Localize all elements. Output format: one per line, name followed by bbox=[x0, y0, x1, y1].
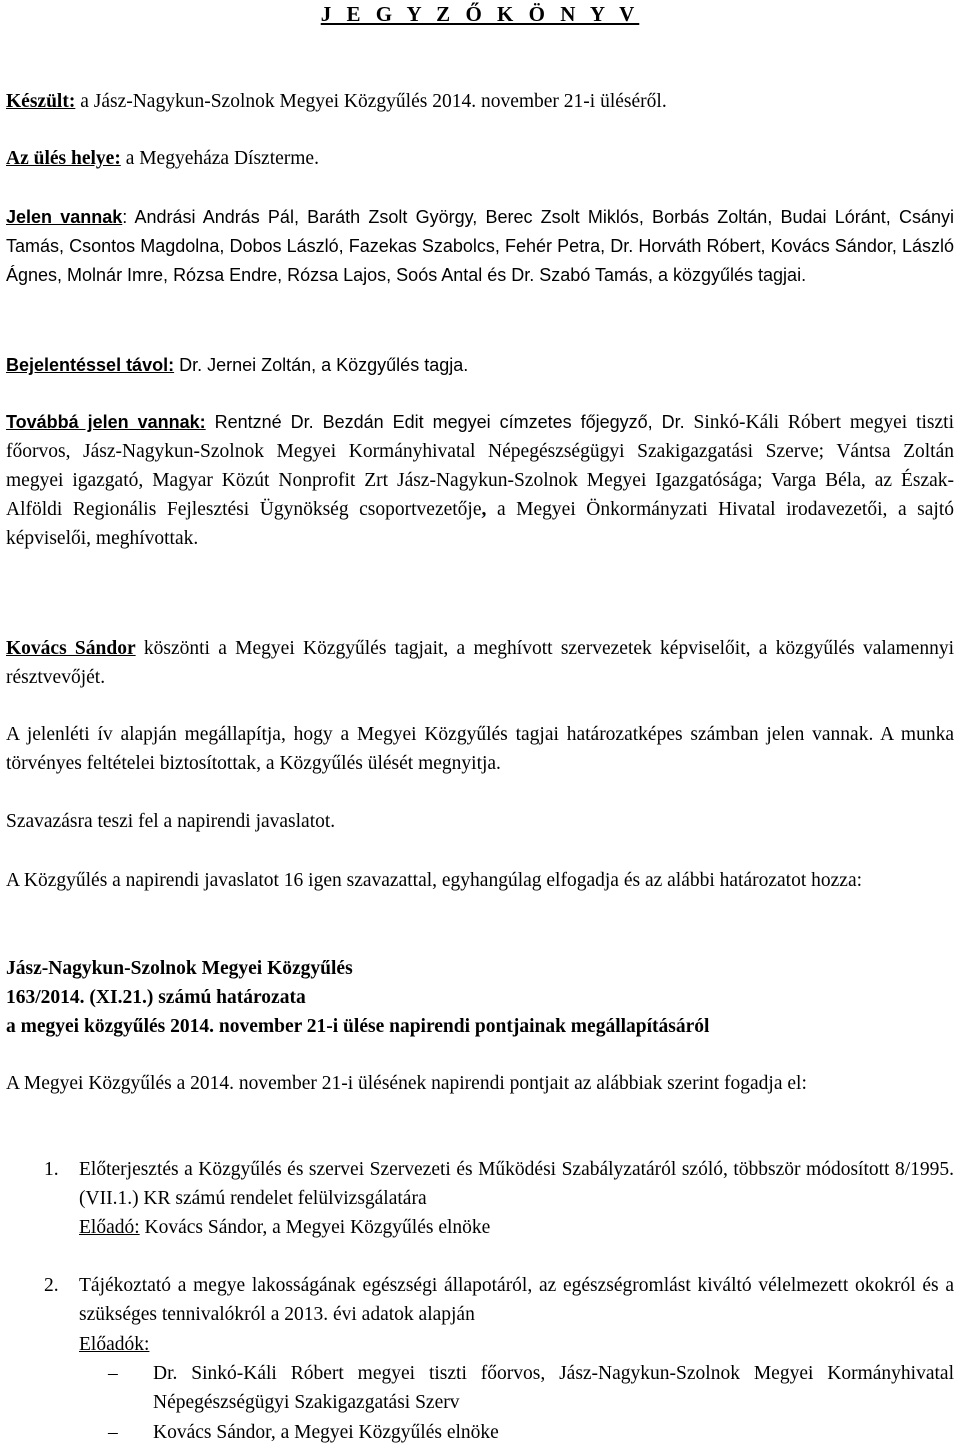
made-label: Készült: bbox=[6, 91, 76, 112]
list-dash: – bbox=[108, 1422, 118, 1443]
resolution-intro: A Megyei Közgyűlés a 2014. november 21-i ülésének napirendi pontjait az alábbiak szerint fogadja el: bbox=[6, 1073, 807, 1094]
place-text: a Megyeháza Díszterme. bbox=[120, 148, 319, 169]
list-dash: – bbox=[108, 1363, 118, 1384]
vote-result-paragraph: A Közgyűlés a napirendi javaslatot 16 igen szavazattal, egyhangúlag elfogadja és az alábbi határozatot hozza: bbox=[6, 870, 863, 891]
agenda-text: Tájékoztató a megye lakosságának egészségi állapotáról, az egészségromlást kiváltó vélelmezett okokról és a szükséges tennivalókról a 2013. évi adatok alapján bbox=[79, 1275, 954, 1325]
document-title: J E G Y Z Ő K Ö N Y V bbox=[320, 2, 640, 26]
made-line bbox=[6, 87, 954, 116]
greeting-paragraph bbox=[6, 634, 954, 692]
place-line bbox=[6, 144, 954, 173]
also-present-text-a: Rentzné Dr. Bezdán Edit megyei címzetes főjegyző, Dr. bbox=[205, 412, 685, 432]
resolution-line-3: a megyei közgyűlés 2014. november 21-i ülése napirendi pontjainak megállapításáról bbox=[6, 1016, 710, 1037]
present-label: Jelen vannak bbox=[6, 207, 123, 227]
agenda-text: Előterjesztés a Közgyűlés és szervei Szervezeti és Működési Szabályzatáról szóló, többször módosított 8/1995. (VII.1.) KR számú rendelet felülvizsgálatára bbox=[79, 1159, 954, 1209]
quorum-paragraph: A jelenléti ív alapján megállapítja, hogy a Megyei Közgyűlés tagjai határozatképes számban jelen vannak. A munka törvényes feltételei biztosítottak, a Közgyűlés ülését megnyitja. bbox=[6, 724, 954, 774]
absent-label: Bejelentéssel távol: bbox=[6, 355, 175, 375]
presenter-label: Előadók: bbox=[79, 1334, 150, 1355]
agenda-presenter bbox=[79, 1330, 954, 1359]
agenda-number: 2. bbox=[44, 1275, 59, 1296]
resolution-line-1: Jász-Nagykun-Szolnok Megyei Közgyűlés bbox=[6, 958, 353, 979]
made-text: a Jász-Nagykun-Szolnok Megyei Közgyűlés 2014. november 21-i üléséről. bbox=[75, 91, 667, 112]
also-present-comma: , bbox=[481, 499, 487, 520]
presenter-item-2: Kovács Sándor, a Megyei Közgyűlés elnöke bbox=[153, 1422, 499, 1443]
agenda-number: 1. bbox=[44, 1159, 59, 1180]
also-present-label: Továbbá jelen vannak: bbox=[6, 412, 206, 432]
absent-paragraph bbox=[6, 351, 954, 380]
presenter-label: Előadó: bbox=[79, 1217, 140, 1238]
also-present-text-b: Sinkó-Káli Róbert megyei tiszti főorvos, Jász-Nagykun-Szolnok Megyei Kormányhivatal Népegészségügyi Szakigazgatási Szerve; Vántsa Zoltán megyei igazgató, Magyar Közút Nonprofit Zrt Jász-Nagykun-Szolnok Megyei Igazgatósága; Varga Béla, az Észak-Alföldi Regionális Fejlesztési Ügynökség csoportvezetője bbox=[6, 412, 954, 520]
present-paragraph bbox=[6, 203, 954, 290]
also-present-paragraph bbox=[6, 408, 954, 553]
absent-text: Dr. Jernei Zoltán, a Közgyűlés tagja. bbox=[174, 355, 469, 375]
agenda-presenter bbox=[79, 1213, 954, 1242]
resolution-line-2: 163/2014. (XI.21.) számú határozata bbox=[6, 987, 306, 1008]
greeting-name: Kovács Sándor bbox=[6, 638, 136, 659]
place-label: Az ülés helye: bbox=[6, 148, 121, 169]
also-present-text-c: a Megyei Önkormányzati Hivatal irodavezetői, a sajtó képviselői, meghívottak. bbox=[6, 499, 954, 549]
present-text: : Andrási András Pál, Baráth Zsolt György, Berec Zsolt Miklós, Borbás Zoltán, Budai Lóránt, Csányi Tamás, Csontos Magdolna, Dobos László, Fazekas Szabolcs, Fehér Petra, Dr. Horváth Róbert, Kovács Sándor, László Ágnes, Molnár Imre, Rózsa Endre, Rózsa Lajos, Soós Antal és Dr. Szabó Tamás, a közgyűlés tagjai. bbox=[6, 207, 954, 285]
presenter-item-1: Dr. Sinkó-Káli Róbert megyei tiszti főorvos, Jász-Nagykun-Szolnok Megyei Kormányhivatal Népegészségügyi Szakigazgatási Szerv bbox=[153, 1363, 954, 1413]
greeting-text: köszönti a Megyei Közgyűlés tagjait, a meghívott szervezetek képviselőit, a közgyűlés valamennyi résztvevőjét. bbox=[6, 638, 954, 688]
vote-call-paragraph: Szavazásra teszi fel a napirendi javaslatot. bbox=[6, 811, 336, 832]
presenter-text: Kovács Sándor, a Megyei Közgyűlés elnöke bbox=[139, 1217, 491, 1238]
